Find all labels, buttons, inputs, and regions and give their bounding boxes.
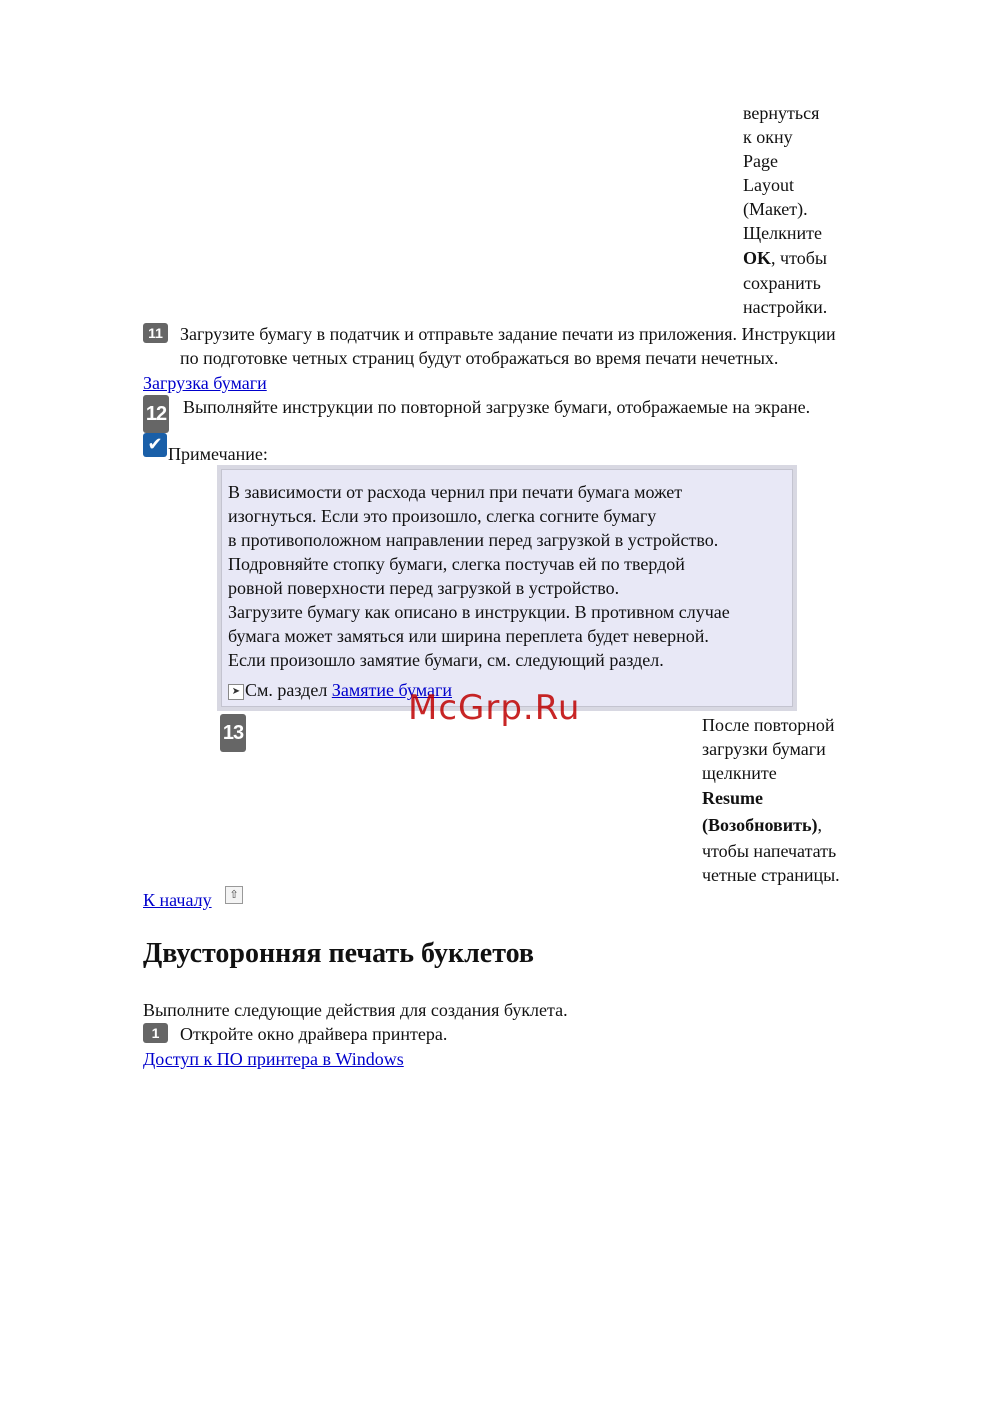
text-line: четные страницы. (702, 865, 840, 885)
step-11-text (180, 322, 960, 370)
text-line: OK, чтобы (743, 248, 827, 268)
note-line: изогнуться. Если это произошло, слегка согните бумагу (228, 506, 657, 526)
step-1-badge: 1 (143, 1023, 168, 1043)
back-to-top-link[interactable]: К началу (143, 890, 212, 910)
arrow-up-icon[interactable]: ⇧ (225, 886, 243, 904)
text-line: чтобы напечатать (702, 841, 837, 861)
text-line: Щелкните (743, 223, 822, 243)
note-line: В зависимости от расхода чернил при печати бумага может (228, 482, 683, 502)
text-line: загрузки бумаги (702, 739, 826, 759)
text-line: щелкните (702, 763, 777, 783)
step10-instruction-tail (743, 101, 853, 319)
see-prefix: См. раздел (245, 680, 328, 700)
checkmark-note-icon: ✔ (143, 433, 167, 457)
text-line: (Макет). (743, 199, 808, 219)
text-line: Page (743, 151, 778, 171)
text-line: сохранить (743, 273, 821, 293)
step-12-badge: 12 (143, 395, 169, 433)
text-line: (Возобновить), (702, 815, 822, 835)
ok-bold-label: OK (743, 248, 772, 268)
load-paper-link[interactable]: Загрузка бумаги (143, 373, 267, 393)
note-line: бумага может замяться или ширина переплета будет неверной. (228, 626, 709, 646)
text-line: к окну (743, 127, 793, 147)
step-11-badge: 11 (143, 323, 168, 343)
text-line: вернуться (743, 103, 820, 123)
text-line: настройки. (743, 297, 828, 317)
printer-software-access-link[interactable]: Доступ к ПО принтера в Windows (143, 1049, 404, 1069)
section-intro: Выполните следующие действия для создания буклета. (143, 1000, 568, 1020)
step-12-text: Выполняйте инструкции по повторной загрузке бумаги, отображаемые на экране. (183, 397, 811, 417)
resume-bold-label-ru: (Возобновить) (702, 815, 818, 835)
note-content (221, 469, 793, 707)
text-line: После повторной (702, 715, 835, 735)
text-line: Загрузите бумагу в податчик и отправьте задание печати из приложения. Инструкции (180, 324, 836, 344)
arrow-right-icon: ➤ (228, 684, 244, 700)
note-line: ровной поверхности перед загрузкой в устройство. (228, 578, 620, 598)
note-label: Примечание: (168, 444, 268, 464)
note-line: Загрузите бумагу как описано в инструкции. В противном случае (228, 602, 730, 622)
text-line: по подготовке четных страниц будут отображаться во время печати нечетных. (180, 348, 779, 368)
text-line (702, 786, 872, 810)
note-box (217, 465, 797, 711)
text-line: Layout (743, 175, 794, 195)
note-line: Если произошло замятие бумаги, см. следующий раздел. (228, 650, 664, 670)
note-line: в противоположном направлении перед загрузкой в устройство. (228, 530, 719, 550)
paper-jam-link[interactable]: Замятие бумаги (331, 680, 452, 700)
section-title: Двусторонняя печать буклетов (143, 938, 535, 969)
step-13-badge: 13 (220, 714, 246, 752)
resume-bold-label: Resume (702, 788, 763, 808)
note-line: Подровняйте стопку бумаги, слегка постучав ей по твердой (228, 554, 685, 574)
watermark-text: McGrp.Ru (408, 688, 581, 728)
step-1-text: Откройте окно драйвера принтера. (180, 1024, 448, 1044)
step-13-text (702, 713, 872, 887)
